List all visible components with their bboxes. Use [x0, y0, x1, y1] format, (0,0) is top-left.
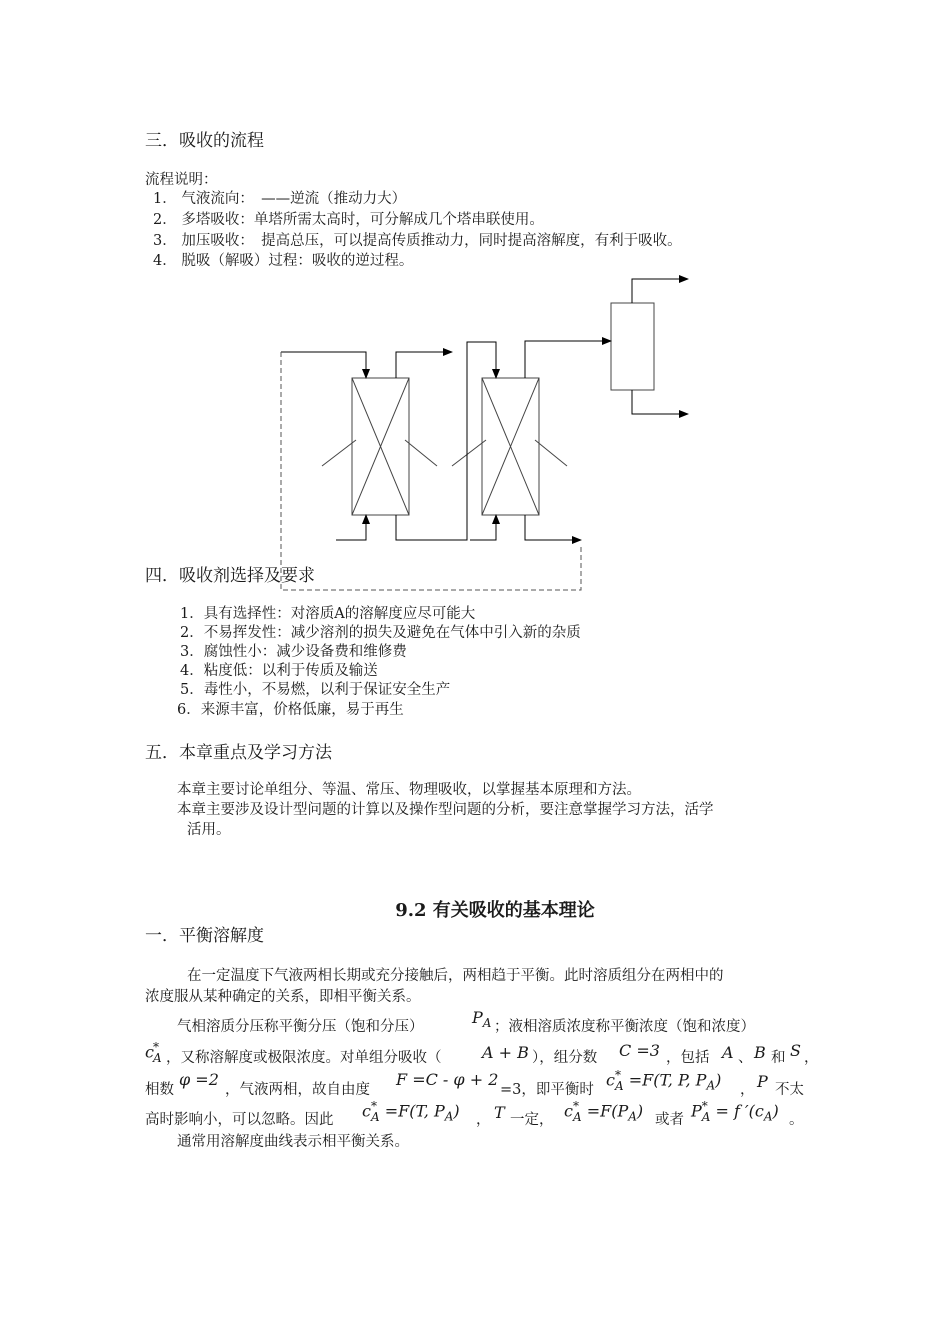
formula: $c^*_A$	[145, 1040, 162, 1065]
section-title: 9.2 有关吸收的基本理论	[395, 900, 595, 921]
text: 和	[771, 1050, 786, 1066]
formula: S	[790, 1041, 801, 1060]
paragraph: 本章主要涉及设计型问题的计算以及操作型问题的分析，要注意掌握学习方法，活学	[177, 802, 714, 818]
formula: $c^*_A =F(T$, $P_A$)	[362, 1099, 460, 1124]
formula: φ =2	[179, 1070, 219, 1089]
list-item: 2． 多塔吸收：单塔所需太高时，可分解成几个塔串联使用。	[153, 212, 544, 228]
section4-heading: 四．吸收剂选择及要求	[145, 566, 315, 586]
formula: A + B	[482, 1043, 529, 1062]
text: ，气液两相，故自由度	[225, 1082, 370, 1098]
text: ，	[804, 1050, 819, 1066]
list-item: 3． 加压吸收： 提高总压，可以提高传质推动力，同时提高溶解度，有利于吸收。	[153, 233, 682, 249]
paragraph: 本章主要讨论单组分、等温、常压、物理吸收，以掌握基本原理和方法。	[177, 782, 641, 798]
formula: T	[494, 1103, 505, 1122]
paragraph: 在一定温度下气液两相长期或充分接触后，两相趋于平衡。此时溶质组分在两相中的	[187, 968, 724, 984]
formula: $P^*_A = f$ $'(c_A)$	[691, 1099, 779, 1124]
paragraph: 活用。	[187, 822, 231, 838]
text: 、	[738, 1050, 753, 1066]
list-item: 2．不易挥发性：减少溶剂的损失及避免在气体中引入新的杂质	[180, 625, 581, 641]
text: 或者	[655, 1112, 684, 1128]
list-item: 1．具有选择性：对溶质A的溶解度应尽可能大	[180, 606, 476, 622]
list-item: 4．粘度低：以利于传质及输送	[180, 663, 378, 679]
text: 。	[789, 1112, 804, 1128]
paragraph: 浓度服从某种确定的关系，即相平衡关系。	[145, 989, 421, 1005]
text: =3，即平衡时	[500, 1082, 594, 1098]
list-item: 5．毒性小，不易燃，以利于保证安全生产	[180, 682, 451, 698]
section3-heading: 三．吸收的流程	[145, 131, 264, 151]
paragraph: 通常用溶解度曲线表示相平衡关系。	[177, 1134, 409, 1150]
text: ，	[476, 1112, 491, 1128]
formula: F =C - φ + 2	[396, 1070, 499, 1089]
text: 相数	[145, 1082, 174, 1098]
text: ），组分数	[532, 1050, 598, 1066]
text: 一定，	[510, 1112, 554, 1128]
formula: A	[722, 1043, 734, 1062]
text: 气相溶质分压称平衡分压（饱和分压）	[177, 1019, 424, 1035]
text: ，	[740, 1082, 755, 1098]
formula: P	[757, 1072, 768, 1091]
text: 不太	[775, 1082, 804, 1098]
text: 高时影响小，可以忽略。因此	[145, 1112, 334, 1128]
list-item: 3．腐蚀性小：减少设备费和维修费	[180, 644, 407, 660]
section5-heading: 五．本章重点及学习方法	[145, 743, 332, 763]
formula: $c^*_A =F(T$, P, $P_A$)	[606, 1068, 722, 1093]
text: ；液相溶质浓度称平衡浓度（饱和浓度）	[494, 1019, 755, 1035]
formula: $P_A$	[472, 1008, 492, 1031]
subsection-heading: 一．平衡溶解度	[145, 926, 264, 946]
formula: $c^*_A =F(P_A)$	[564, 1099, 644, 1124]
list-item: 6．来源丰富，价格低廉，易于再生	[177, 702, 404, 718]
list-item: 4． 脱吸（解吸）过程：吸收的逆过程。	[153, 253, 414, 269]
section3-intro: 流程说明：	[145, 172, 218, 188]
formula: B	[754, 1043, 766, 1062]
text: ，包括	[666, 1050, 710, 1066]
formula: C =3	[619, 1041, 660, 1060]
list-item: 1． 气液流向： ——逆流（推动力大）	[153, 191, 407, 207]
text: ，又称溶解度或极限浓度。对单组分吸收（	[166, 1050, 442, 1066]
stripper-column	[611, 303, 654, 390]
